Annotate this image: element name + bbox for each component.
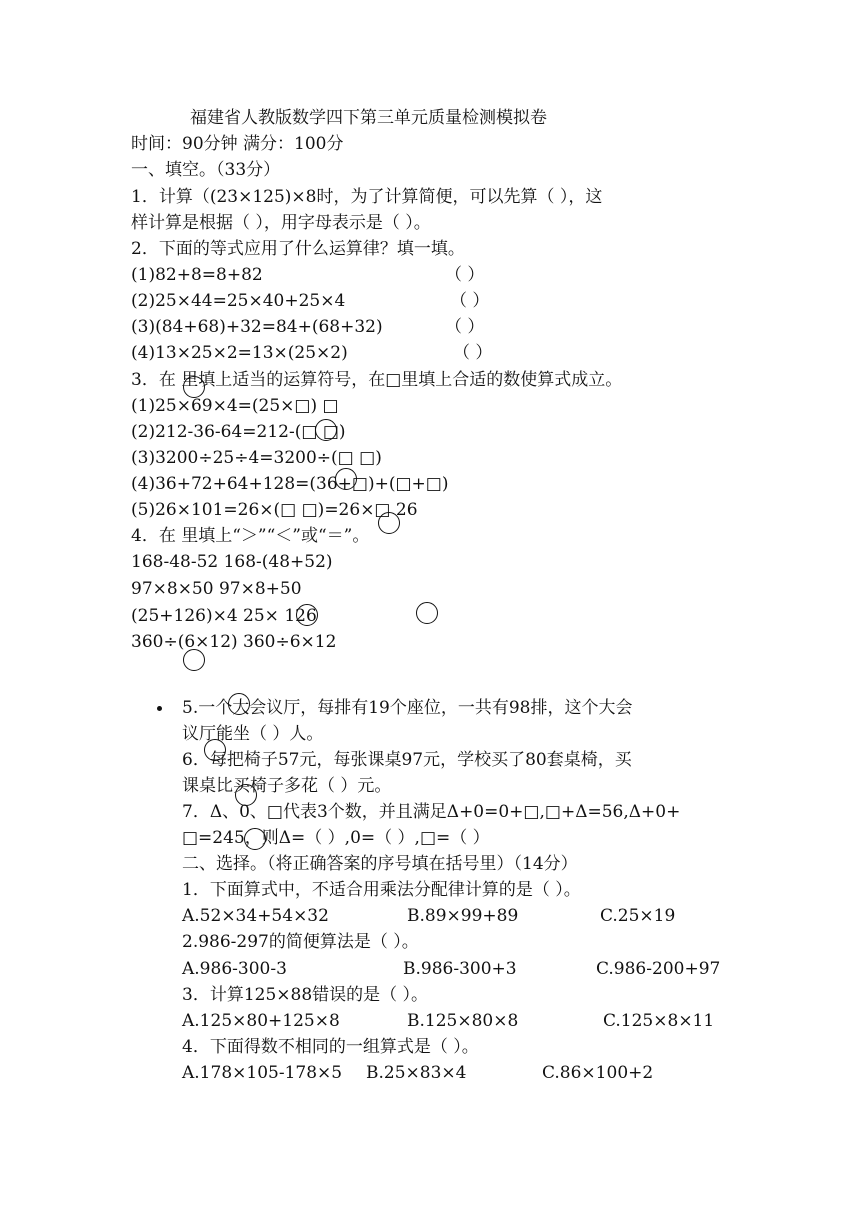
q2-blank-2[interactable]: （ ）: [450, 291, 490, 311]
q1-line1: 1．计算（(23×125)×8时，为了计算简便，可以先算（ ），这: [131, 187, 603, 207]
circle-blank[interactable]: [296, 604, 318, 626]
s2-q2: 2.986-297的简便算法是（ ）。: [182, 932, 419, 952]
s2-q3-option-a[interactable]: A.125×80+125×8: [182, 1011, 340, 1031]
circle-blank-symbol: [183, 376, 205, 398]
q4-item-1: 168-48-52 168-(48+52): [131, 552, 333, 572]
q4-item-2: 97×8×50 97×8+50: [131, 579, 302, 599]
q5-line1: 5.一个大会议厅，每排有19个座位，一共有98排，这个大会: [182, 698, 633, 718]
q6-line1: 6．每把椅子57元，每张课桌97元，学校买了80套桌椅，买: [182, 750, 632, 770]
circle-blank[interactable]: [315, 419, 337, 441]
q2-blank-3[interactable]: （ ）: [445, 317, 485, 337]
circle-blank[interactable]: [204, 739, 226, 761]
q2-blank-4[interactable]: （ ）: [453, 343, 493, 363]
circle-blank[interactable]: [335, 468, 357, 490]
section1-heading: 一、填空。（33分）: [131, 160, 281, 180]
q4-item-4: 360÷(6×12) 360÷6×12: [131, 632, 337, 652]
q1-line2: 样计算是根据（ ），用字母表示是（ ）。: [131, 213, 431, 233]
s2-q1-option-a[interactable]: A.52×34+54×32: [182, 906, 329, 926]
q2-expr-1: (1)82+8=8+82: [131, 265, 263, 285]
s2-q2-option-a[interactable]: A.986-300-3: [182, 959, 287, 979]
circle-blank[interactable]: [416, 602, 438, 624]
q2-expr-3: (3)(84+68)+32=84+(68+32): [131, 317, 383, 337]
circle-blank[interactable]: [228, 693, 250, 715]
q3-item-3: (3)3200÷25÷4=3200÷(□ □): [131, 448, 382, 468]
s2-q1-option-c[interactable]: C.25×19: [600, 906, 676, 926]
section2-heading: 二、选择。（将正确答案的序号填在括号里）（14分）: [182, 854, 578, 874]
s2-q1: 1．下面算式中，不适合用乘法分配律计算的是（ ）。: [182, 880, 581, 900]
circle-blank[interactable]: [378, 512, 400, 534]
q4-item-3: (25+126)×4 25× 126: [131, 606, 317, 626]
q3-heading: 3．在 里填上适当的运算符号，在□里填上合适的数使算式成立。: [131, 370, 623, 390]
q3-item-4: (4)36+72+64+128=(36+□)+(□+□): [131, 474, 449, 494]
list-bullet: [157, 706, 162, 711]
circle-blank[interactable]: [244, 828, 266, 850]
s2-q2-option-c[interactable]: C.986-200+97: [596, 959, 721, 979]
q2-expr-4: (4)13×25×2=13×(25×2): [131, 343, 348, 363]
q4-heading: 4．在 里填上“＞”“＜”或“＝”。: [131, 526, 370, 546]
q6-line2: 课桌比买椅子多花（ ）元。: [182, 776, 392, 796]
s2-q1-option-b[interactable]: B.89×99+89: [407, 906, 519, 926]
s2-q4-option-c[interactable]: C.86×100+2: [542, 1063, 654, 1083]
q2-blank-1[interactable]: （ ）: [445, 265, 485, 285]
circle-blank[interactable]: [235, 784, 257, 806]
q3-item-1: (1)25×69×4=(25×□) □: [131, 396, 339, 416]
q7-line2: □=245，则Δ=（ ）,0=（ ）,□=（ ）: [182, 828, 490, 848]
circle-blank[interactable]: [183, 649, 205, 671]
s2-q4: 4．下面得数不相同的一组算式是（ ）。: [182, 1037, 479, 1057]
q3-item-2: (2)212-36-64=212-(□ □): [131, 422, 346, 442]
s2-q4-option-a[interactable]: A.178×105-178×5: [182, 1063, 343, 1083]
q3-item-5: (5)26×101=26×(□ □)=26×□ 26: [131, 500, 418, 520]
s2-q4-option-b[interactable]: B.25×83×4: [366, 1063, 467, 1083]
time-info: 时间：90分钟 满分：100分: [131, 134, 344, 154]
s2-q3-option-b[interactable]: B.125×80×8: [407, 1011, 519, 1031]
q5-line2: 议厅能坐（ ）人。: [182, 724, 324, 744]
q2-heading: 2．下面的等式应用了什么运算律？填一填。: [131, 239, 465, 259]
s2-q2-option-b[interactable]: B.986-300+3: [403, 959, 517, 979]
s2-q3-option-c[interactable]: C.125×8×11: [603, 1011, 715, 1031]
s2-q3: 3．计算125×88错误的是（ ）。: [182, 985, 429, 1005]
q7-line1: 7．Δ、0、□代表3个数，并且满足Δ+0=0+□,□+Δ=56,Δ+0+: [182, 802, 681, 822]
document-title: 福建省人教版数学四下第三单元质量检测模拟卷: [190, 108, 547, 128]
q2-expr-2: (2)25×44=25×40+25×4: [131, 291, 346, 311]
